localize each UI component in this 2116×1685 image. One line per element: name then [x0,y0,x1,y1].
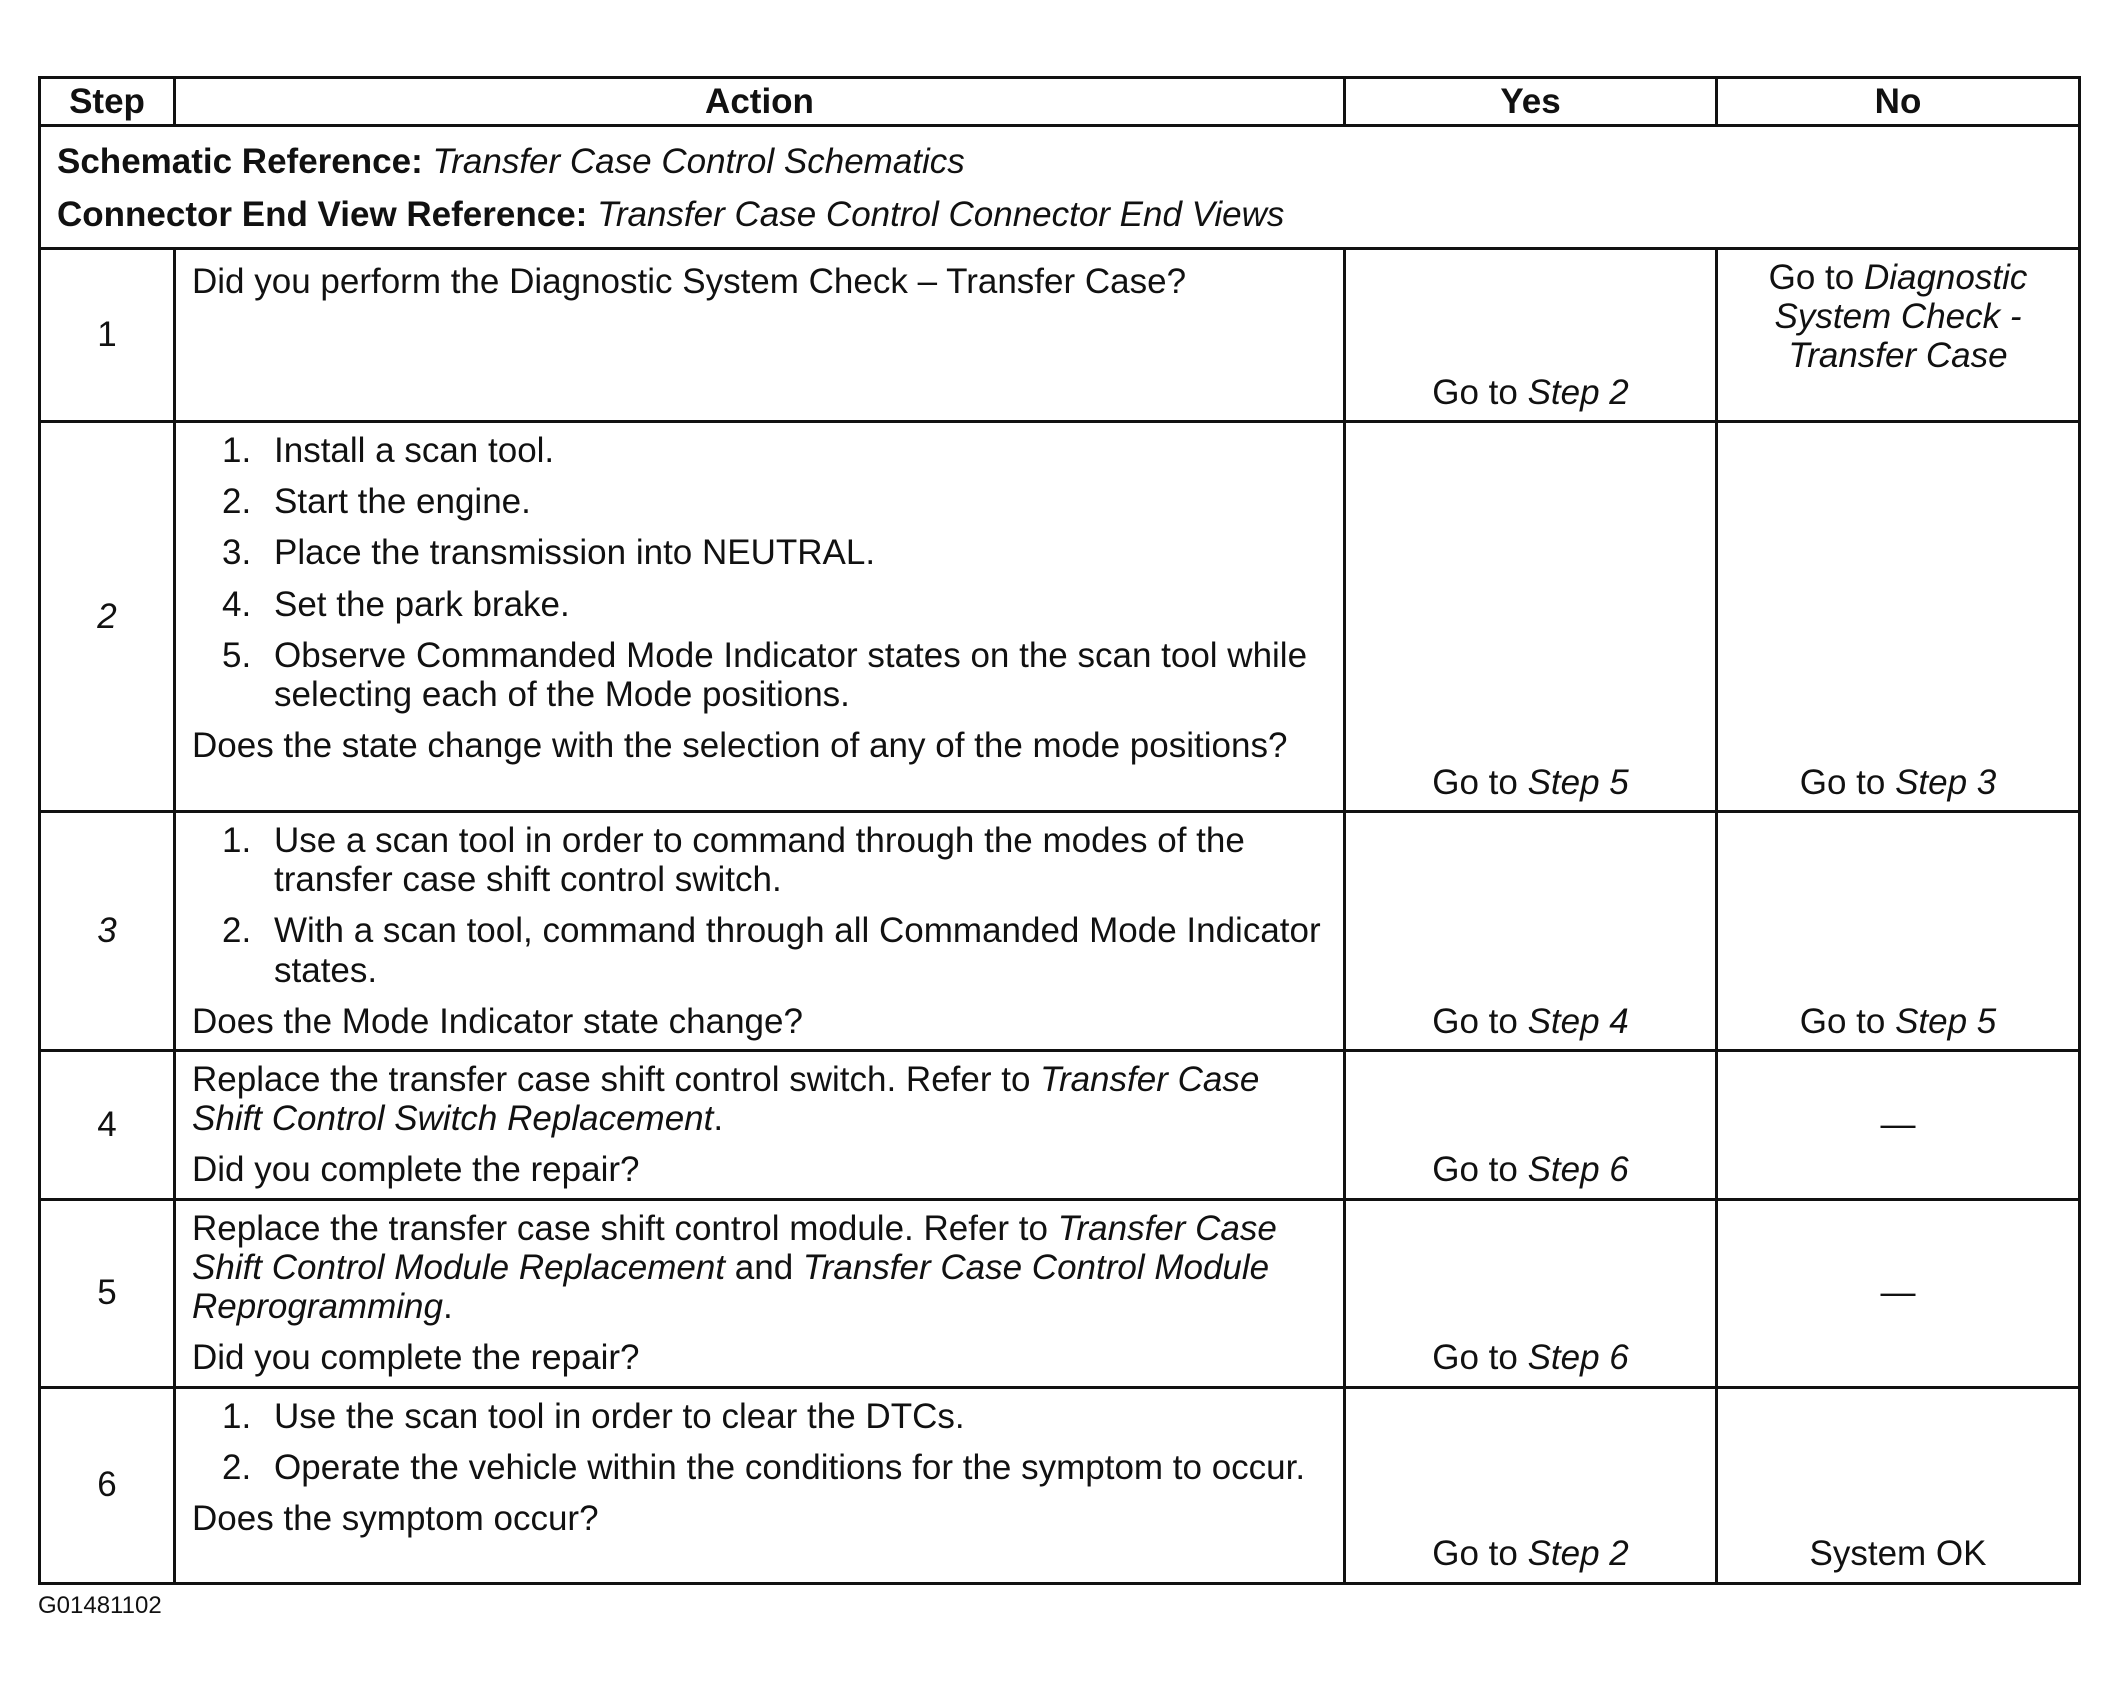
action-cell [175,1050,1345,1199]
goto-prefix: Go to [1432,1338,1528,1378]
yes-cell [1345,422,1717,812]
header-no: No [1717,78,2080,126]
yes-goto[interactable] [1432,1002,1629,1041]
no-value: System OK [1809,1534,1987,1574]
list-item: 1. Use a scan tool in order to command through the modes of the transfer case shift control switch. [222,821,1245,900]
yes-goto[interactable] [1432,763,1629,802]
substep-text: Place the transmission into NEUTRAL. [274,533,876,573]
goto-target: Step 2 [1527,372,1629,412]
header-row [40,78,2080,126]
action-cell [175,422,1345,812]
header-yes: Yes [1345,78,1717,126]
step-number: 5 [97,1273,117,1313]
step-instruction [192,1060,1329,1138]
step-number: 6 [97,1465,117,1505]
goto-target: Step 6 [1527,1338,1629,1378]
substep-text: Operate the vehicle within the conditions for the symptom to occur. [274,1447,1306,1487]
connector-reference-link[interactable]: Transfer Case Control Connector End Views [597,195,1285,234]
list-item: 2. With a scan tool, command through all Commanded Mode Indicator states. [222,911,1321,990]
goto-target: Step 2 [1527,1534,1629,1574]
step-number: 2 [97,596,117,636]
no-cell [1717,422,2080,812]
table-row [40,1387,2080,1583]
list-item: 2. Operate the vehicle within the conditions for the symptom to occur. [222,1447,1306,1487]
action-cell [175,1199,1345,1387]
schematic-reference-label: Schematic Reference: [57,142,423,181]
goto-prefix: Go to [1799,762,1896,802]
no-goto[interactable] [1800,763,1997,802]
goto-target: Transfer Case [1788,336,2008,376]
table-row [40,1050,2080,1199]
list-item: 1. Install a scan tool. [222,431,555,470]
goto-prefix: Go to [1432,1150,1528,1190]
goto-target: Step 6 [1527,1150,1629,1190]
reference-row [40,126,2080,249]
substep-list [192,821,1329,990]
step-question: Did you complete the repair? [192,1150,640,1190]
no-goto[interactable] [1800,1002,1997,1041]
instruction-text: and [725,1247,803,1287]
goto-prefix: Go to [1432,1534,1528,1574]
substep-list [192,1397,1329,1487]
action-cell [175,812,1345,1051]
step-question: Does the symptom occur? [192,1498,599,1538]
procedure-reference-link[interactable]: Transfer Case Control Module Reprogramming [192,1247,1270,1326]
header-step: Step [40,78,175,126]
yes-goto[interactable] [1432,1150,1629,1189]
no-cell [1717,249,2080,422]
step-number: 4 [97,1105,117,1145]
goto-target: Step 5 [1895,1001,1997,1041]
step-cell [40,1199,175,1387]
instruction-text: . [442,1286,453,1326]
connector-reference-label: Connector End View Reference: [57,195,588,234]
yes-cell [1345,1050,1717,1199]
yes-cell [1345,1199,1717,1387]
step-question: Did you perform the Diagnostic System Check – Transfer Case? [192,262,1187,301]
substep-text: Set the park brake. [274,584,570,624]
goto-prefix: Go to [1432,372,1528,412]
substep-text: Start the engine. [274,482,531,522]
figure-id: G01481102 [38,1592,162,1619]
yes-cell [1345,1387,1717,1583]
list-item: 4. Set the park brake. [222,584,570,624]
step-cell [40,249,175,422]
procedure-reference-link[interactable]: Transfer Case Shift Control Module Replacement [192,1208,1277,1287]
goto-prefix: Go to [1768,258,1864,297]
step-instruction [192,1209,1329,1327]
step-number: 3 [97,911,117,951]
table-row [40,422,2080,812]
no-cell [1717,1050,2080,1199]
action-cell [175,249,1345,422]
substep-list [192,431,1329,714]
step-question: Does the state change with the selection of any of the mode positions? [192,726,1288,766]
reference-cell [40,126,2080,249]
goto-prefix: Go to [1432,762,1528,802]
goto-prefix: Go to [1799,1001,1896,1041]
yes-cell [1345,812,1717,1051]
no-cell [1717,1199,2080,1387]
yes-goto[interactable] [1432,373,1629,412]
substep-text: Use the scan tool in order to clear the DTCs. [274,1396,965,1436]
diagnostic-table [38,76,2081,1585]
action-cell [175,1387,1345,1583]
schematic-reference [57,135,2062,188]
procedure-reference-link[interactable]: Transfer Case Shift Control Switch Replacement [192,1059,1260,1139]
list-item: 2. Start the engine. [222,482,531,522]
yes-goto[interactable] [1432,1338,1629,1377]
no-goto[interactable] [1726,258,2070,376]
table-row [40,249,2080,422]
step-cell [40,422,175,812]
goto-prefix: Go to [1432,1001,1528,1041]
list-item: 1. Use the scan tool in order to clear the DTCs. [222,1396,965,1436]
goto-target: Step 3 [1895,762,1997,802]
yes-goto[interactable] [1432,1534,1629,1573]
substep-text: Install a scan tool. [274,431,555,470]
no-value: — [1880,1273,1916,1313]
substep-text: Use a scan tool in order to command through the modes of the transfer case shift control switch. [274,821,1245,900]
step-cell [40,812,175,1051]
step-cell [40,1050,175,1199]
step-question: Did you complete the repair? [192,1338,640,1378]
list-item: 3. Place the transmission into NEUTRAL. [222,533,876,573]
instruction-text: . [713,1099,724,1139]
step-number: 1 [97,315,117,355]
no-value: — [1880,1105,1916,1145]
schematic-reference-link[interactable]: Transfer Case Control Schematics [432,142,965,181]
instruction-text: Replace the transfer case shift control switch. Refer to [192,1059,1041,1099]
instruction-text: Replace the transfer case shift control module. Refer to [192,1208,1058,1248]
substep-text: Observe Commanded Mode Indicator states on the scan tool while selecting each of the Mode positions. [274,635,1308,714]
no-cell [1717,1387,2080,1583]
no-cell [1717,812,2080,1051]
goto-target: Diagnostic [1863,258,2028,297]
yes-cell [1345,249,1717,422]
list-item: 5. Observe Commanded Mode Indicator states on the scan tool while selecting each of the Mode positions. [222,635,1308,714]
goto-target: Step 4 [1527,1001,1629,1041]
table-row [40,812,2080,1051]
goto-target: Step 5 [1527,762,1629,802]
step-question: Does the Mode Indicator state change? [192,1001,803,1041]
header-action: Action [175,78,1345,126]
step-cell [40,1387,175,1583]
table-row [40,1199,2080,1387]
connector-reference [57,188,2062,241]
substep-text: With a scan tool, command through all Commanded Mode Indicator states. [274,911,1321,990]
goto-target: System Check - [1774,297,2022,337]
